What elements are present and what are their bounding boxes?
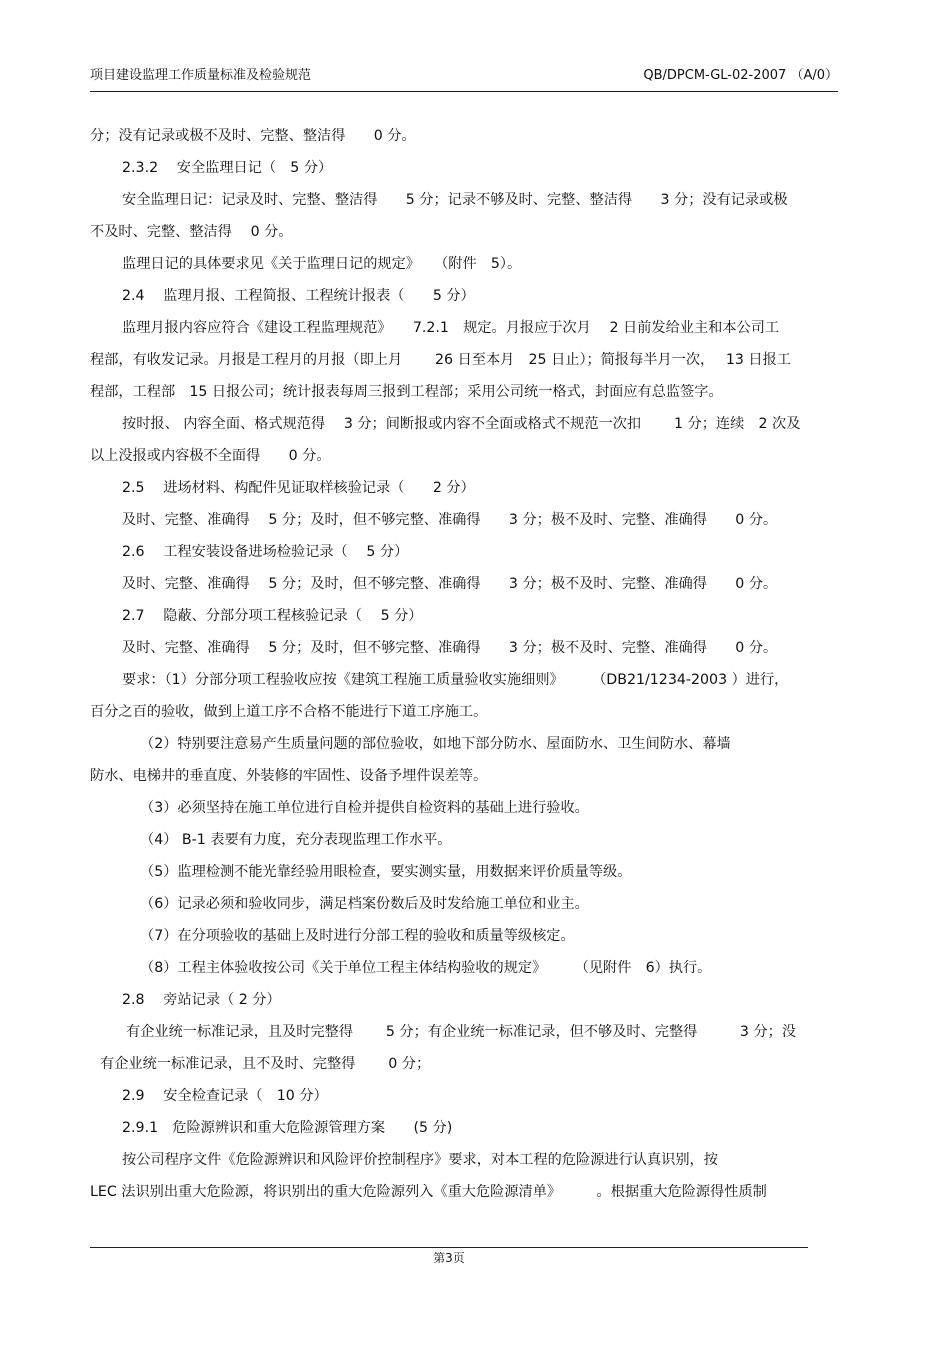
requirement-item: （7）在分项验收的基础上及时进行分部工程的验收和质量等级核定。: [140, 928, 575, 944]
section-heading-2-7: 2.7 隐蔽、分部分项工程核验记录（ 5 分）: [122, 608, 423, 624]
requirement-item: （3）必须坚持在施工单位进行自检并提供自检资料的基础上进行验收。: [140, 800, 589, 816]
header-divider: [90, 91, 838, 92]
text-line: 监理日记的具体要求见《关于监理日记的规定》 （附件 5）。: [122, 256, 522, 272]
header-title: 项目建设监理工作质量标准及检验规范: [90, 68, 312, 83]
text-line: 要求：（1）分部分项工程验收应按《建筑工程施工质量验收实施细则》 （DB21/1234-2003 ）进行，: [122, 672, 789, 688]
section-heading-2-8: 2.8 旁站记录（ 2 分）: [122, 992, 281, 1008]
requirement-item: （8）工程主体验收按公司《关于单位工程主体结构验收的规定》 （见附件 6）执行。: [140, 960, 712, 976]
text-line: 分；没有记录或极不及时、完整、整洁得 0 分。: [90, 128, 416, 144]
text-line: 以上没报或内容极不全面得 0 分。: [90, 448, 331, 464]
requirement-item: （4） B-1 表要有力度，充分表现监理工作水平。: [140, 832, 452, 848]
text-line: 及时、完整、准确得 5 分；及时，但不够完整、准确得 3 分；极不及时、完整、准确得 0 分。: [122, 576, 778, 592]
text-line: 不及时、完整、整洁得 0 分。: [90, 224, 293, 240]
text-line: 按时报、 内容全面、格式规范得 3 分；间断报或内容不全面或格式不规范一次扣 1 分；连续 2 次及: [122, 416, 801, 432]
requirement-item: （2）特别要注意易产生质量问题的部位验收，如地下部分防水、屋面防水、卫生间防水、幕墙: [140, 736, 731, 752]
section-heading-2-5: 2.5 进场材料、构配件见证取样核验记录（ 2 分）: [122, 480, 475, 496]
text-line: 安全监理日记：记录及时、完整、整洁得 5 分；记录不够及时、完整、整洁得 3 分；没有记录或极: [122, 192, 788, 208]
text-line: 程部，工程部 15 日报公司；统计报表每周三报到工程部；采用公司统一格式，封面应有总监签字。: [90, 384, 723, 400]
text-line: 防水、电梯井的垂直度、外装修的牢固性、设备予埋件误差等。: [90, 768, 488, 784]
section-heading-2-3-2: 2.3.2 安全监理日记（ 5 分）: [122, 160, 333, 176]
section-heading-2-4: 2.4 监理月报、工程简报、工程统计报表（ 5 分）: [122, 288, 475, 304]
section-heading-2-9-1: 2.9.1 危险源辨识和重大危险源管理方案 (5 分): [122, 1120, 453, 1136]
section-heading-2-9: 2.9 安全检查记录（ 10 分）: [122, 1088, 328, 1104]
header-doc-code: QB/DPCM-GL-02-2007 （A/0）: [643, 68, 838, 83]
section-heading-2-6: 2.6 工程安装设备进场检验记录（ 5 分）: [122, 544, 409, 560]
text-line: 有企业统一标准记录，且及时完整得 5 分；有企业统一标准记录，但不够及时、完整得 3 分；没: [126, 1024, 797, 1040]
text-line: LEC 法识别出重大危险源，将识别出的重大危险源列入《重大危险源清单》 。根据重大危险源得性质制: [90, 1184, 767, 1200]
text-line: 百分之百的验收，做到上道工序不合格不能进行下道工序施工。: [90, 704, 488, 720]
requirement-item: （5）监理检测不能光靠经验用眼检查，要实测实量，用数据来评价质量等级。: [140, 864, 632, 880]
text-line: 及时、完整、准确得 5 分；及时，但不够完整、准确得 3 分；极不及时、完整、准确得 0 分。: [122, 640, 778, 656]
text-line: 监理月报内容应符合《建设工程监理规范》 7.2.1 规定。月报应于次月 2 日前发给业主和本公司工: [122, 320, 780, 336]
text-line: 及时、完整、准确得 5 分；及时，但不够完整、准确得 3 分；极不及时、完整、准确得 0 分。: [122, 512, 778, 528]
text-line: 有企业统一标准记录，且不及时、完整得 0 分；: [100, 1056, 431, 1072]
requirement-item: （6）记录必须和验收同步，满足档案份数后及时发给施工单位和业主。: [140, 896, 589, 912]
text-line: 按公司程序文件《危险源辨识和风险评价控制程序》要求，对本工程的危险源进行认真识别，按: [122, 1152, 718, 1168]
page-header: [90, 68, 838, 90]
page-number: 第3页: [433, 1251, 465, 1265]
footer-divider: [90, 1247, 808, 1248]
text-line: 程部，有收发记录。月报是工程月的月报（即上月 26 日至本月 25 日止）；简报每半月一次， 13 日报工: [90, 352, 791, 368]
